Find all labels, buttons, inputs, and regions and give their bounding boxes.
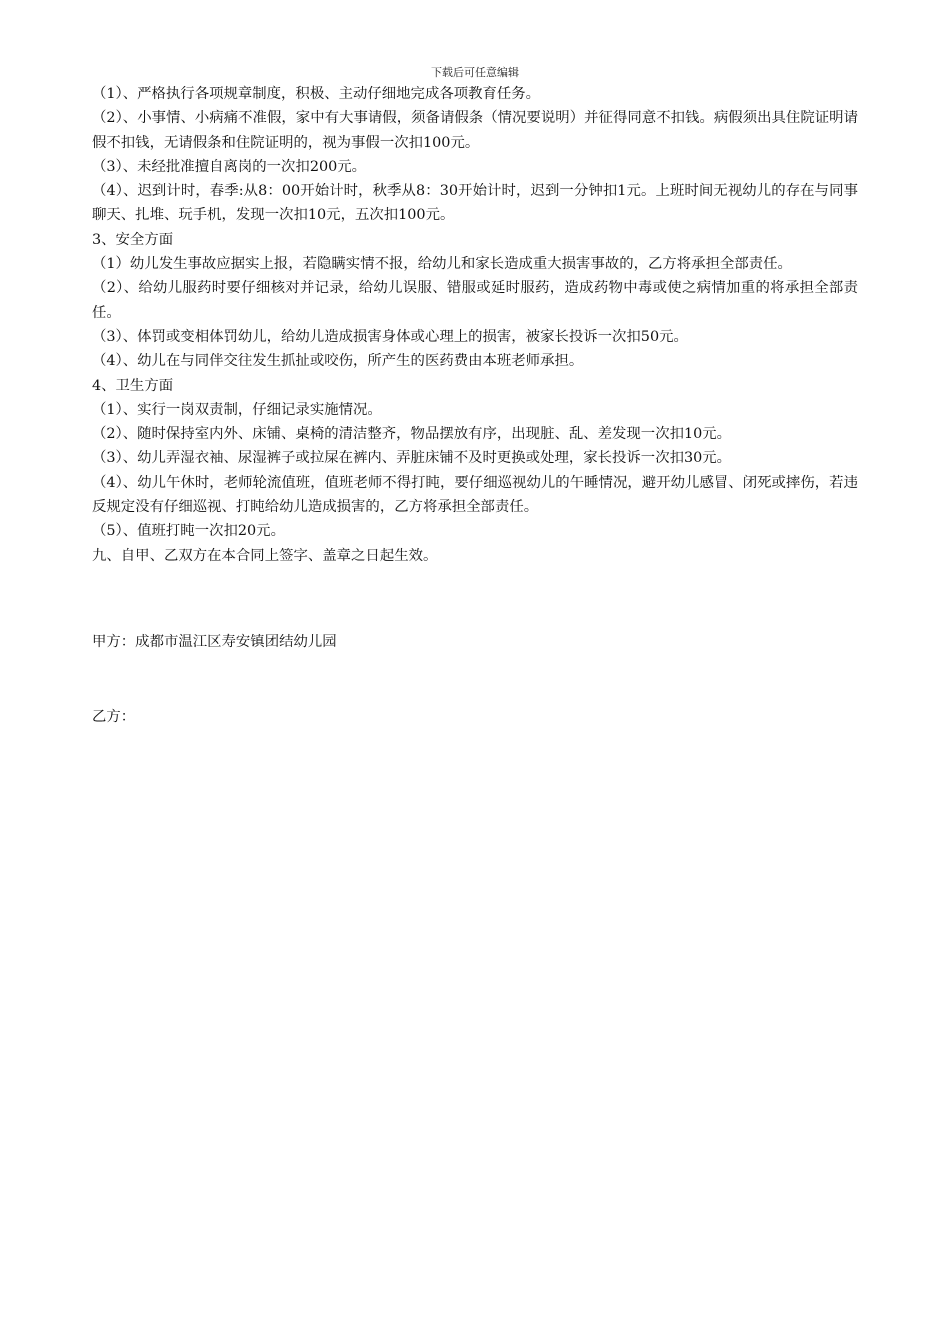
party-a-signature: 甲方：成都市温江区寿安镇团结幼儿园	[92, 634, 337, 650]
paragraph: （3）、未经批准擅自离岗的一次扣200元。	[92, 158, 367, 175]
paragraph: （1）幼儿发生事故应据实上报，若隐瞒实情不报，给幼儿和家长造成重大损害事故的，乙方将承担全部责任。	[92, 256, 792, 273]
paragraph: （2）、小事情、小病痛不准假，家中有大事请假，须备请假条（情况要说明）并征得同意不扣钱。病假须出具住院证明请假不扣钱，无请假条和住院证明的，视为事假一次扣100元。	[92, 110, 858, 151]
paragraph: （5）、值班打盹一次扣20元。	[92, 523, 285, 540]
paragraph: （4）、幼儿在与同伴交往发生抓扯或咬伤，所产生的医药费由本班老师承担。	[92, 353, 584, 370]
paragraph: （1）、严格执行各项规章制度，积极、主动仔细地完成各项教育任务。	[92, 86, 541, 102]
paragraph: （4）、迟到计时，春季:从8：00开始计时，秋季从8：30开始计时，迟到一分钟扣1元。上班时间无视幼儿的存在与同事聊天、扎堆、玩手机，发现一次扣10元，五次扣100元。	[92, 183, 858, 224]
party-b-signature: 乙方：	[92, 709, 136, 725]
paragraph: （4）、幼儿午休时，老师轮流值班，值班老师不得打盹，要仔细巡视幼儿的午睡情况，避开幼儿感冒、闭死或摔伤，若违反规定没有仔细巡视、打盹给幼儿造成损害的，乙方将承担全部责任。	[92, 474, 858, 516]
paragraph: （2）、给幼儿服药时要仔细核对并记录，给幼儿误服、错服或延时服药，造成药物中毒或使之病情加重的将承担全部责任。	[92, 280, 858, 321]
section-heading: 3、安全方面	[92, 231, 174, 248]
paragraph: （1）、实行一岗双责制，仔细记录实施情况。	[92, 401, 382, 418]
paragraph: （3）、幼儿弄湿衣袖、尿湿裤子或拉屎在裤内、弄脏床铺不及时更换或处理，家长投诉一次扣30元。	[92, 450, 732, 467]
section-heading: 4、卫生方面	[92, 377, 174, 394]
document-body	[92, 82, 858, 568]
header-note: 下载后可任意编辑	[431, 66, 519, 79]
paragraph: （2）、随时保持室内外、床铺、桌椅的清洁整齐，物品摆放有序，出现脏、乱、差发现一次扣10元。	[92, 426, 732, 443]
clause-effective: 九、自甲、乙双方在本合同上签字、盖章之日起生效。	[92, 547, 438, 564]
paragraph: （3）、体罚或变相体罚幼儿，给幼儿造成损害身体或心理上的损害，被家长投诉一次扣50元。	[92, 328, 688, 345]
